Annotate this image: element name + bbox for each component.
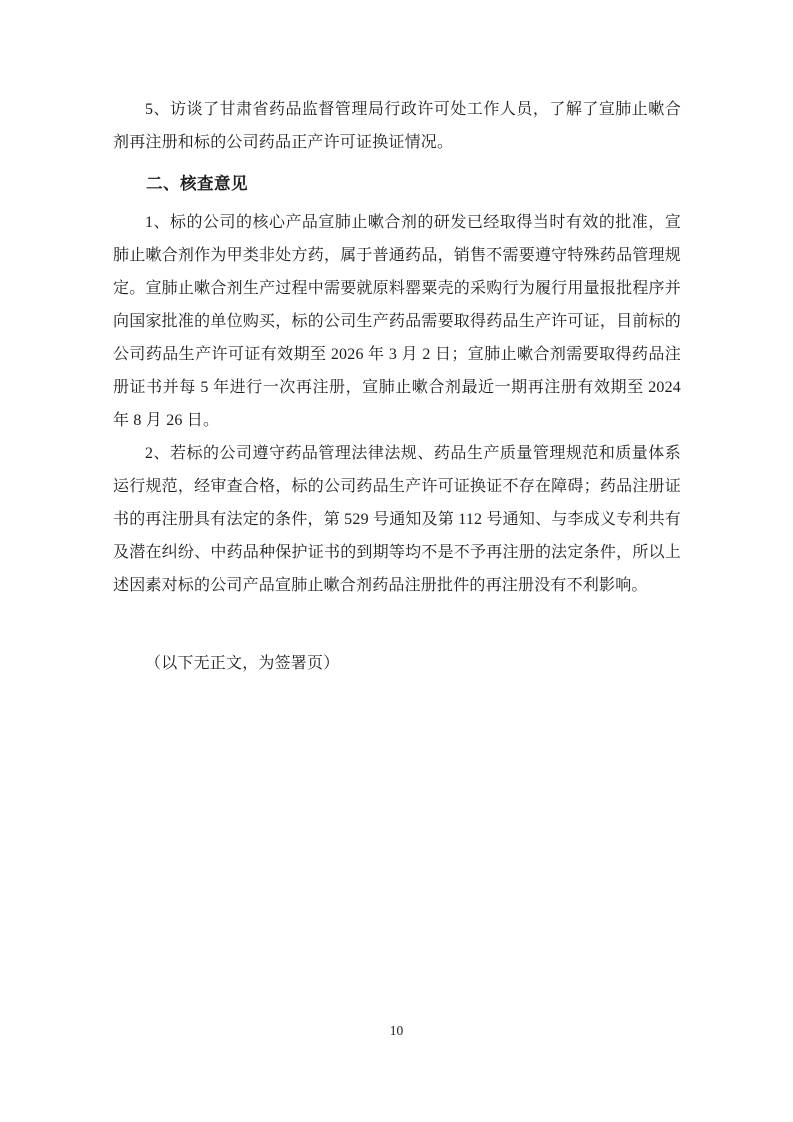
page-number: 10 [389,1023,404,1038]
paragraph-opinion-2: 2、若标的公司遵守药品管理法律法规、药品生产质量管理规范和质量体系运行规范，经审查合格，标的公司药品生产许可证换证不存在障碍；药品注册证书的再注册具有法定的条件，第 529 号通知及第 112 号通知、与李成义专利共有及潜在纠纷、中药品种保护证书的到期等均不是不予再注册的法定条件，所以上述因素对标的公司产品宣肺止嗽合剂药品注册批件的再注册没有不利影响。 [113,445,681,594]
paragraph-opinion-1: 1、标的公司的核心产品宣肺止嗽合剂的研发已经取得当时有效的批准，宣肺止嗽合剂作为甲类非处方药，属于普通药品，销售不需要遵守特殊药品管理规定。宣肺止嗽合剂生产过程中需要就原料罂粟壳的采购行为履行用量报批程序并向国家批准的单位购买，标的公司生产药品需要取得药品生产许可证，目前标的公司药品生产许可证有效期至 2026 年 3 月 2 日；宣肺止嗽合剂需要取得药品注册证书并每 5 年进行一次再注册，宣肺止嗽合剂最近一期再注册有效期至 2024 年 8 月 26 日。 [113,214,681,429]
section-heading-verification-opinion: 二、核查意见 [146,174,248,193]
closing-note: （以下无正文，为签署页） [145,655,340,672]
paragraph-item-5: 5、访谈了甘肃省药品监督管理局行政许可处工作人员，了解了宣肺止嗽合剂再注册和标的公司药品正产许可证换证情况。 [113,101,681,151]
document-body [113,93,681,680]
